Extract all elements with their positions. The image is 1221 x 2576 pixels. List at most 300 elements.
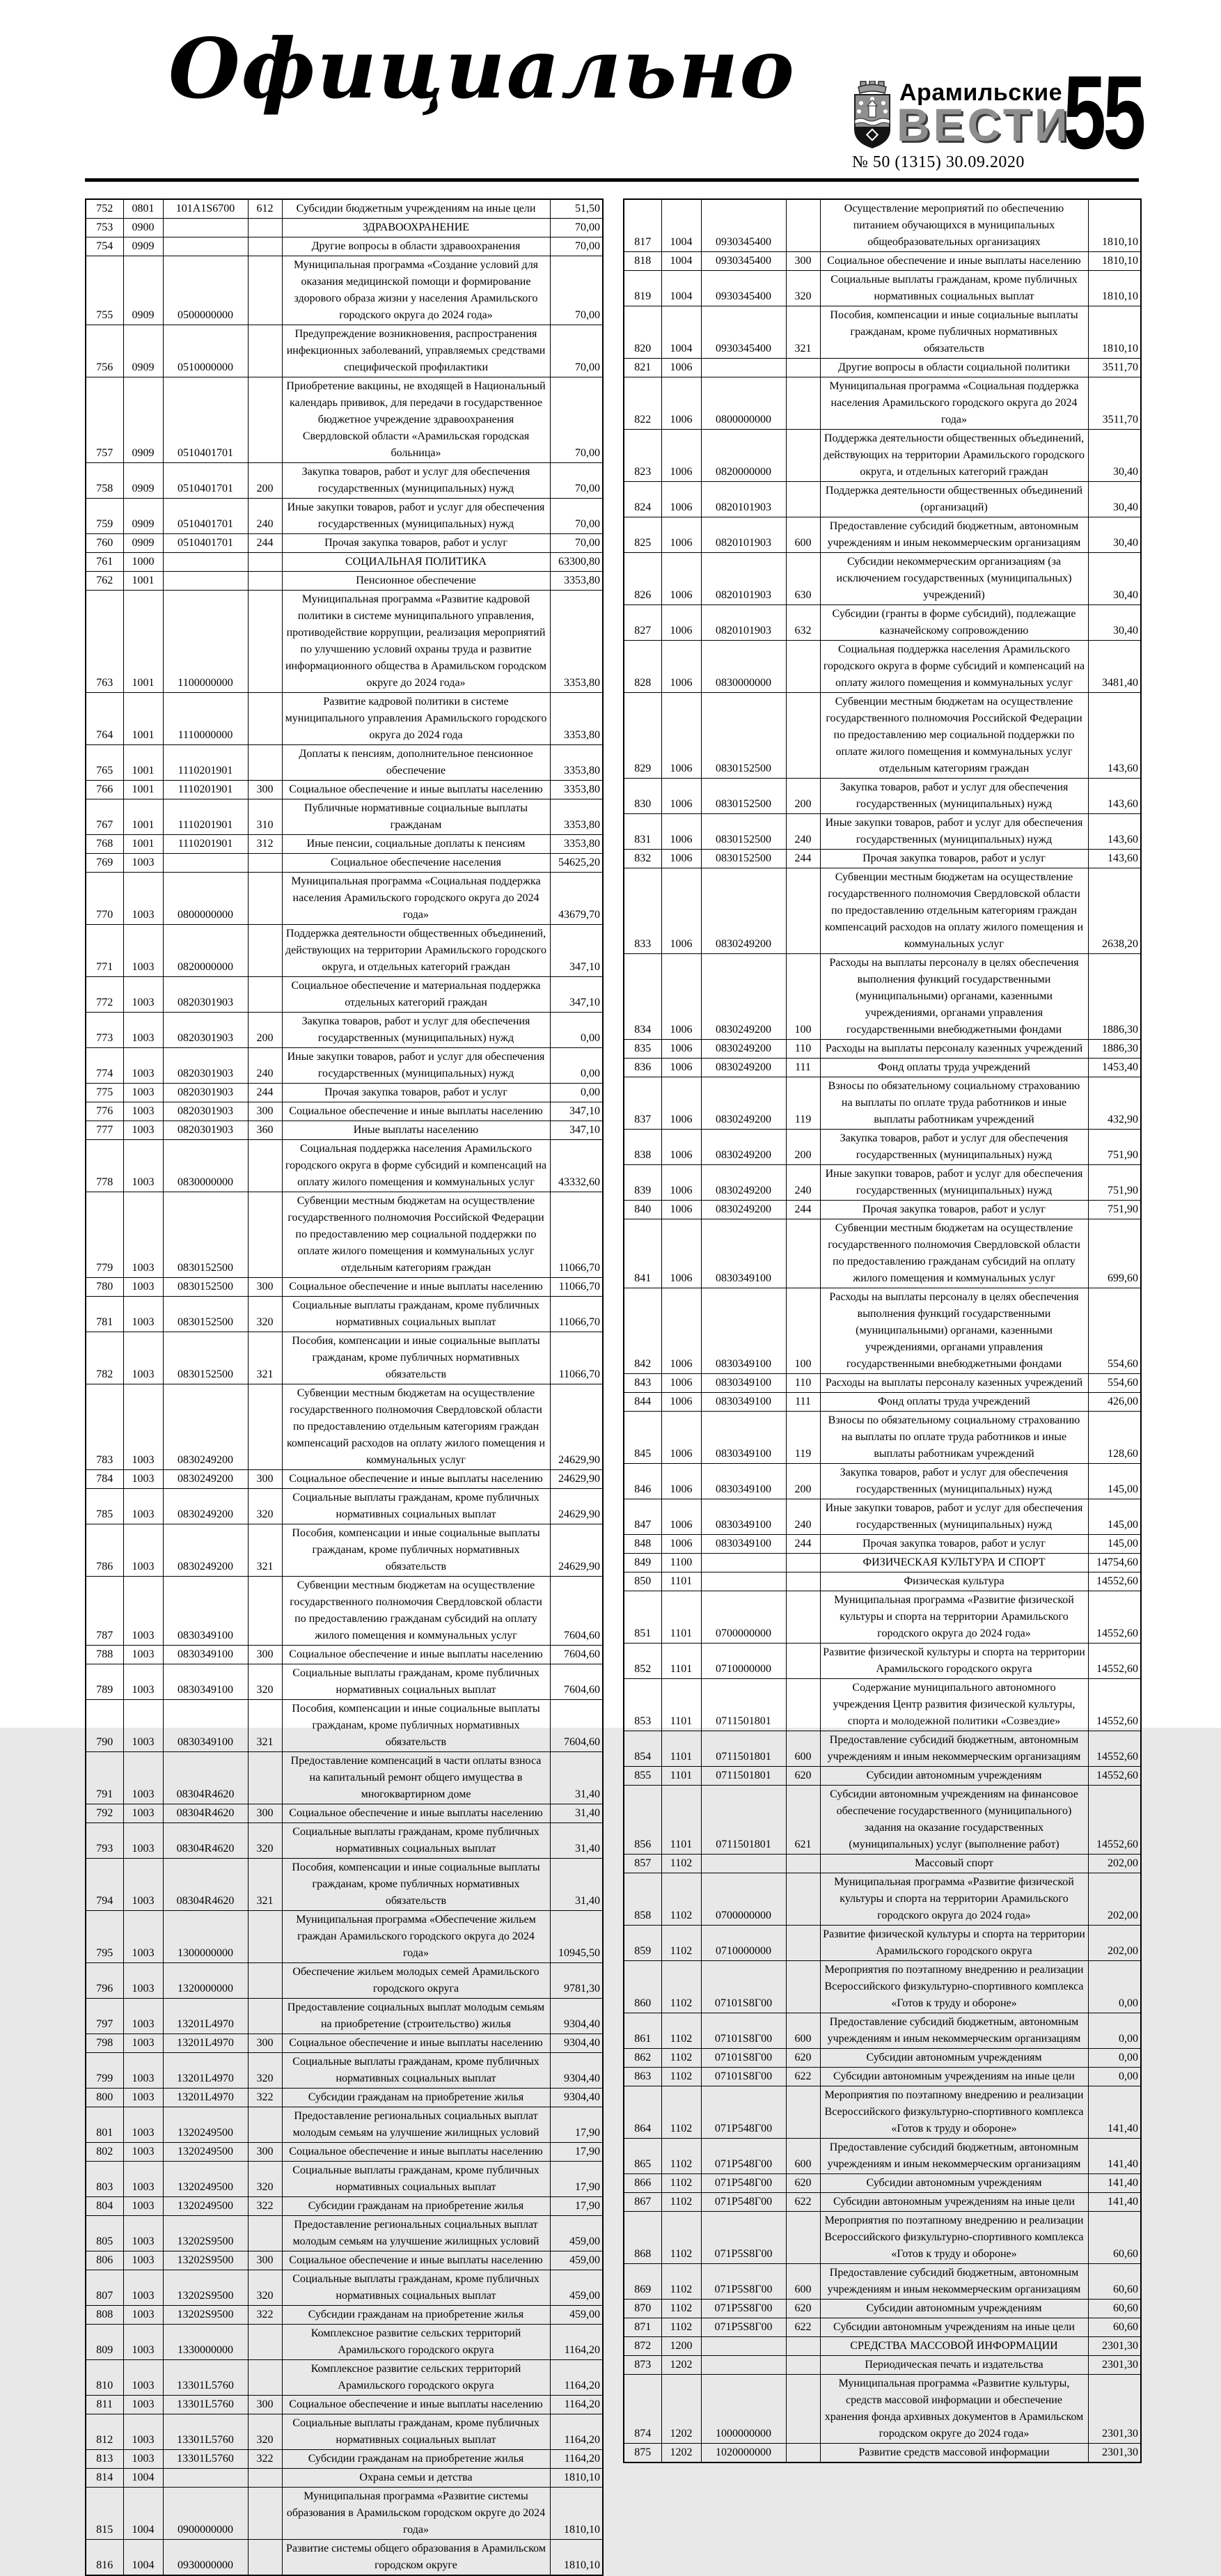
expense-type-cell	[248, 873, 282, 925]
description-cell: Субвенции местным бюджетам на осуществление государственного полномочия Свердловской области по предоставлению отдельным категориям граждан компенсаций расходов на оплату жилого помещения и коммунальных услуг	[820, 868, 1088, 954]
description-cell: СОЦИАЛЬНАЯ ПОЛИТИКА	[282, 553, 550, 572]
amount-cell: 3353,80	[550, 745, 603, 781]
section-code-cell: 1003	[123, 2053, 163, 2089]
description-cell: Развитие средств массовой информации	[820, 2444, 1088, 2463]
section-code-cell: 1003	[123, 2216, 163, 2251]
target-article-cell: 13202S9500	[163, 2270, 248, 2306]
budget-table-row	[86, 1102, 603, 1121]
amount-cell: 60,60	[1088, 2212, 1141, 2264]
budget-table-row	[624, 271, 1141, 306]
amount-cell: 141,40	[1088, 2174, 1141, 2193]
amount-cell: 7604,60	[550, 1646, 603, 1664]
expense-type-cell	[248, 2107, 282, 2143]
expense-type-cell: 360	[248, 1121, 282, 1140]
row-number-cell: 816	[86, 2540, 123, 2576]
expense-type-cell: 200	[786, 1464, 820, 1499]
expense-type-cell: 244	[786, 1201, 820, 1219]
expense-type-cell: 119	[786, 1412, 820, 1464]
amount-cell: 17,90	[550, 2162, 603, 2197]
target-article-cell: 0830349100	[163, 1646, 248, 1664]
row-number-cell: 779	[86, 1192, 123, 1278]
budget-table-row	[624, 2375, 1141, 2444]
target-article-cell: 13202S9500	[163, 2216, 248, 2251]
section-code-cell: 1003	[123, 2325, 163, 2360]
expense-type-cell: 300	[248, 2034, 282, 2053]
description-cell: Социальное обеспечение и иные выплаты населению	[282, 1804, 550, 1823]
expense-type-cell	[786, 1679, 820, 1731]
budget-table-row	[86, 463, 603, 499]
target-article-cell: 0510401701	[163, 463, 248, 499]
description-cell: Социальная поддержка населения Арамильского городского округа в форме субсидий и компенсаций на оплату жилого помещения и коммунальных услуг	[820, 641, 1088, 693]
expense-type-cell	[786, 2356, 820, 2375]
target-article-cell: 0510401701	[163, 534, 248, 553]
description-cell: Субсидии автономным учреждениям на иные цели	[820, 2068, 1088, 2086]
budget-table-row	[86, 499, 603, 534]
row-number-cell: 859	[624, 1926, 661, 1961]
row-number-cell: 863	[624, 2068, 661, 2086]
budget-table-row	[86, 873, 603, 925]
description-cell: Социальное обеспечение и иные выплаты населению	[282, 2034, 550, 2053]
expense-type-cell: 600	[786, 517, 820, 553]
description-cell: Субсидии автономным учреждениям	[820, 2174, 1088, 2193]
amount-cell: 70,00	[550, 534, 603, 553]
target-article-cell: 08304R4620	[163, 1859, 248, 1911]
expense-type-cell	[786, 693, 820, 779]
row-number-cell: 868	[624, 2212, 661, 2264]
section-title: Официально	[168, 20, 796, 117]
section-code-cell: 1003	[123, 2414, 163, 2450]
row-number-cell: 857	[624, 1855, 661, 1873]
budget-table-row	[624, 1464, 1141, 1499]
section-code-cell: 1003	[123, 1332, 163, 1384]
amount-cell: 1810,10	[550, 2469, 603, 2488]
amount-cell: 145,00	[1088, 1499, 1141, 1535]
section-code-cell: 1003	[123, 2270, 163, 2306]
row-number-cell: 809	[86, 2325, 123, 2360]
target-article-cell: 1320000000	[163, 1963, 248, 1999]
expense-type-cell: 600	[786, 2139, 820, 2174]
target-article-cell: 0711501801	[701, 1767, 786, 1786]
target-article-cell: 0830249200	[701, 954, 786, 1040]
budget-table-row	[86, 1524, 603, 1577]
expense-type-cell	[248, 1999, 282, 2034]
budget-table-row	[86, 1470, 603, 1489]
budget-table-row	[86, 2360, 603, 2396]
row-number-cell: 774	[86, 1048, 123, 1084]
expense-type-cell	[248, 591, 282, 693]
amount-cell: 2301,30	[1088, 2356, 1141, 2375]
description-cell: Фонд оплаты труда учреждений	[820, 1059, 1088, 1077]
target-article-cell: 0820000000	[701, 430, 786, 482]
description-cell: Пособия, компенсации и иные социальные выплаты гражданам, кроме публичных нормативных обязательств	[282, 1859, 550, 1911]
target-article-cell: 0820301903	[163, 977, 248, 1013]
expense-type-cell	[248, 2488, 282, 2540]
expense-type-cell: 119	[786, 1077, 820, 1130]
budget-table-row	[624, 1591, 1141, 1644]
amount-cell: 347,10	[550, 925, 603, 977]
budget-table-row	[624, 1374, 1141, 1393]
target-article-cell: 0711501801	[701, 1786, 786, 1855]
expense-type-cell	[248, 693, 282, 745]
target-article-cell: 1100000000	[163, 591, 248, 693]
expense-type-cell: 321	[248, 1859, 282, 1911]
budget-table-row	[624, 1554, 1141, 1572]
row-number-cell: 800	[86, 2089, 123, 2107]
target-article-cell: 0830152500	[701, 779, 786, 814]
row-number-cell: 821	[624, 359, 661, 377]
row-number-cell: 801	[86, 2107, 123, 2143]
target-article-cell: 1110201901	[163, 799, 248, 835]
amount-cell: 0,00	[1088, 2013, 1141, 2049]
amount-cell: 9304,40	[550, 2089, 603, 2107]
amount-cell: 11066,70	[550, 1297, 603, 1332]
row-number-cell: 811	[86, 2396, 123, 2414]
target-article-cell: 0830349100	[701, 1535, 786, 1554]
section-code-cell: 1006	[661, 850, 701, 868]
row-number-cell: 823	[624, 430, 661, 482]
budget-table-row	[86, 745, 603, 781]
description-cell: Субвенции местным бюджетам на осуществление государственного полномочия Свердловской области по предоставлению гражданам субсидий на оплату жилого помещения и коммунальных услуг	[820, 1219, 1088, 1288]
budget-table-row	[624, 252, 1141, 271]
description-cell: ЗДРАВООХРАНЕНИЕ	[282, 219, 550, 237]
description-cell: Другие вопросы в области социальной политики	[820, 359, 1088, 377]
section-code-cell: 1101	[661, 1679, 701, 1731]
description-cell: Мероприятия по поэтапному внедрению и реализации Всероссийского физкультурно-спортивного комплекса «Готов к труду и обороне»	[820, 2212, 1088, 2264]
budget-table-row	[86, 2162, 603, 2197]
target-article-cell: 0820000000	[163, 925, 248, 977]
description-cell: Социальное обеспечение и иные выплаты населению	[282, 1646, 550, 1664]
budget-table-row	[86, 1804, 603, 1823]
row-number-cell: 761	[86, 553, 123, 572]
amount-cell: 3481,40	[1088, 641, 1141, 693]
description-cell: Прочая закупка товаров, работ и услуг	[820, 850, 1088, 868]
amount-cell: 1453,40	[1088, 1059, 1141, 1077]
description-cell: Развитие системы общего образования в Арамильском городском округе	[282, 2540, 550, 2576]
expense-type-cell	[786, 1572, 820, 1591]
section-code-cell: 1102	[661, 2212, 701, 2264]
row-number-cell: 849	[624, 1554, 661, 1572]
target-article-cell: 0820101903	[701, 605, 786, 641]
budget-table-row	[624, 1499, 1141, 1535]
row-number-cell: 824	[624, 482, 661, 517]
section-code-cell: 1003	[123, 1278, 163, 1297]
expense-type-cell: 240	[786, 1499, 820, 1535]
expense-type-cell: 320	[248, 1664, 282, 1700]
expense-type-cell: 240	[786, 814, 820, 850]
target-article-cell: 07101S8Г00	[701, 2049, 786, 2068]
target-article-cell: 0820301903	[163, 1084, 248, 1102]
target-article-cell: 0830249200	[163, 1384, 248, 1470]
target-article-cell: 0830152500	[701, 850, 786, 868]
amount-cell: 459,00	[550, 2270, 603, 2306]
budget-table-row	[86, 591, 603, 693]
amount-cell: 0,00	[1088, 2068, 1141, 2086]
section-code-cell: 1006	[661, 1130, 701, 1165]
description-cell: Социальные выплаты гражданам, кроме публичных нормативных социальных выплат	[820, 271, 1088, 306]
budget-table-row	[624, 2013, 1141, 2049]
row-number-cell: 825	[624, 517, 661, 553]
amount-cell: 30,40	[1088, 482, 1141, 517]
target-article-cell: 0820301903	[163, 1013, 248, 1048]
section-code-cell: 1003	[123, 1121, 163, 1140]
row-number-cell: 803	[86, 2162, 123, 2197]
section-code-cell: 1003	[123, 2306, 163, 2325]
amount-cell: 31,40	[550, 1804, 603, 1823]
description-cell: Социальное обеспечение и иные выплаты населению	[282, 1278, 550, 1297]
budget-table-row	[624, 1926, 1141, 1961]
budget-table-row	[86, 799, 603, 835]
budget-table-row	[624, 2444, 1141, 2463]
target-article-cell: 1320249500	[163, 2107, 248, 2143]
budget-tables-container	[85, 198, 1139, 2576]
expense-type-cell: 300	[786, 252, 820, 271]
target-article-cell: 1330000000	[163, 2325, 248, 2360]
target-article-cell: 0830152500	[163, 1278, 248, 1297]
amount-cell: 459,00	[550, 2306, 603, 2325]
section-code-cell: 1006	[661, 1288, 701, 1374]
amount-cell: 3353,80	[550, 835, 603, 854]
section-code-cell: 1006	[661, 1201, 701, 1219]
target-article-cell: 0830249200	[163, 1470, 248, 1489]
section-code-cell: 1102	[661, 2049, 701, 2068]
target-article-cell: 0830249200	[163, 1524, 248, 1577]
description-cell: Социальное обеспечение и иные выплаты населению	[820, 252, 1088, 271]
section-code-cell: 1003	[123, 2089, 163, 2107]
section-code-cell: 0909	[123, 499, 163, 534]
expense-type-cell: 244	[248, 1084, 282, 1102]
budget-table-row	[86, 1911, 603, 1963]
target-article-cell: 1110201901	[163, 835, 248, 854]
expense-type-cell: 321	[786, 306, 820, 359]
description-cell: Предоставление субсидий бюджетным, автономным учреждениям и иным некоммерческим организациям	[820, 517, 1088, 553]
description-cell: Социальное обеспечение и материальная поддержка отдельных категорий граждан	[282, 977, 550, 1013]
description-cell: Субсидии автономным учреждениям	[820, 1767, 1088, 1786]
section-code-cell: 1006	[661, 553, 701, 605]
amount-cell: 30,40	[1088, 553, 1141, 605]
amount-cell: 51,50	[550, 199, 603, 219]
row-number-cell: 814	[86, 2469, 123, 2488]
amount-cell: 751,90	[1088, 1130, 1141, 1165]
expense-type-cell: 312	[248, 835, 282, 854]
budget-table-row	[86, 1384, 603, 1470]
description-cell: Фонд оплаты труда учреждений	[820, 1393, 1088, 1412]
amount-cell: 2301,30	[1088, 2337, 1141, 2356]
description-cell: Предупреждение возникновения, распространения инфекционных заболеваний, управляемых средствами специфической профилактики	[282, 325, 550, 377]
expense-type-cell	[786, 2375, 820, 2444]
budget-table-row	[86, 1700, 603, 1752]
section-code-cell: 1004	[661, 306, 701, 359]
amount-cell: 3511,70	[1088, 359, 1141, 377]
description-cell: Иные закупки товаров, работ и услуг для обеспечения государственных (муниципальных) нужд	[282, 1048, 550, 1084]
description-cell: Субсидии (гранты в форме субсидий), подлежащие казначейскому сопровождению	[820, 605, 1088, 641]
target-article-cell: 0900000000	[163, 2488, 248, 2540]
expense-type-cell: 100	[786, 1288, 820, 1374]
description-cell: СРЕДСТВА МАССОВОЙ ИНФОРМАЦИИ	[820, 2337, 1088, 2356]
section-code-cell: 1003	[123, 2162, 163, 2197]
budget-table-row	[86, 2143, 603, 2162]
budget-table-row	[624, 1165, 1141, 1201]
masthead	[85, 0, 1143, 182]
description-cell: Муниципальная программа «Развитие физической культуры и спорта на территории Арамильского городского округа до 2024 года»	[820, 1591, 1088, 1644]
expense-type-cell: 620	[786, 2300, 820, 2318]
budget-table-row	[86, 2540, 603, 2576]
amount-cell: 43332,60	[550, 1140, 603, 1192]
row-number-cell: 766	[86, 781, 123, 799]
target-article-cell: 13202S9500	[163, 2306, 248, 2325]
section-code-cell: 1102	[661, 2264, 701, 2300]
row-number-cell: 853	[624, 1679, 661, 1731]
row-number-cell: 829	[624, 693, 661, 779]
budget-table-row	[86, 2325, 603, 2360]
description-cell: ФИЗИЧЕСКАЯ КУЛЬТУРА И СПОРТ	[820, 1554, 1088, 1572]
section-code-cell: 1102	[661, 2193, 701, 2212]
row-number-cell: 808	[86, 2306, 123, 2325]
description-cell: Субсидии гражданам на приобретение жилья	[282, 2089, 550, 2107]
amount-cell: 1810,10	[1088, 306, 1141, 359]
expense-type-cell: 622	[786, 2318, 820, 2337]
description-cell: Субсидии автономным учреждениям на иные цели	[820, 2193, 1088, 2212]
section-code-cell: 1003	[123, 1804, 163, 1823]
expense-type-cell	[248, 2360, 282, 2396]
description-cell: Пособия, компенсации и иные социальные выплаты гражданам, кроме публичных нормативных обязательств	[282, 1700, 550, 1752]
budget-table-row	[86, 1489, 603, 1524]
description-cell: Социальные выплаты гражданам, кроме публичных нормативных социальных выплат	[282, 1297, 550, 1332]
budget-table-row	[624, 1077, 1141, 1130]
section-code-cell: 1100	[661, 1554, 701, 1572]
row-number-cell: 844	[624, 1393, 661, 1412]
target-article-cell: 0830249200	[163, 1489, 248, 1524]
description-cell: Субсидии гражданам на приобретение жилья	[282, 2306, 550, 2325]
row-number-cell: 845	[624, 1412, 661, 1464]
amount-cell: 1810,10	[550, 2488, 603, 2540]
expense-type-cell: 621	[786, 1786, 820, 1855]
expense-type-cell: 321	[248, 1332, 282, 1384]
section-code-cell: 1006	[661, 1412, 701, 1464]
budget-table-row	[624, 868, 1141, 954]
target-article-cell: 0830249200	[701, 1040, 786, 1059]
section-code-cell: 1003	[123, 925, 163, 977]
budget-table-row	[86, 2197, 603, 2216]
section-code-cell: 1003	[123, 1013, 163, 1048]
target-article-cell: 071P548Г00	[701, 2193, 786, 2212]
description-cell: Расходы на выплаты персоналу казенных учреждений	[820, 1374, 1088, 1393]
section-code-cell: 1102	[661, 1926, 701, 1961]
expense-type-cell: 320	[248, 1823, 282, 1859]
description-cell: Иные закупки товаров, работ и услуг для обеспечения государственных (муниципальных) нужд	[820, 1165, 1088, 1201]
amount-cell: 1810,10	[1088, 199, 1141, 252]
budget-table-left	[85, 198, 604, 2576]
budget-table-row	[624, 2049, 1141, 2068]
section-code-cell: 1006	[661, 868, 701, 954]
description-cell: Субвенции местным бюджетам на осуществление государственного полномочия Свердловской области по предоставлению отдельным категориям граждан компенсаций расходов на оплату жилого помещения и коммунальных услуг	[282, 1384, 550, 1470]
target-article-cell: 0711501801	[701, 1731, 786, 1767]
budget-table-row	[86, 377, 603, 463]
budget-table-row	[86, 256, 603, 325]
amount-cell: 31,40	[550, 1752, 603, 1804]
row-number-cell: 856	[624, 1786, 661, 1855]
section-code-cell: 1202	[661, 2444, 701, 2463]
budget-table-row	[86, 1332, 603, 1384]
amount-cell: 3511,70	[1088, 377, 1141, 430]
description-cell: Мероприятия по поэтапному внедрению и реализации Всероссийского физкультурно-спортивного комплекса «Готов к труду и обороне»	[820, 1961, 1088, 2013]
row-number-cell: 804	[86, 2197, 123, 2216]
description-cell: Муниципальная программа «Развитие культуры, средств массовой информации и обеспечение хранения фонда архивных документов в Арамильском городском округе до 2024 года»	[820, 2375, 1088, 2444]
section-code-cell: 1006	[661, 1393, 701, 1412]
description-cell: Социальная поддержка населения Арамильского городского округа в форме субсидий и компенсаций на оплату жилого помещения и коммунальных услуг	[282, 1140, 550, 1192]
target-article-cell: 0830349100	[701, 1412, 786, 1464]
row-number-cell: 756	[86, 325, 123, 377]
expense-type-cell: 200	[786, 1130, 820, 1165]
budget-table-row	[86, 1664, 603, 1700]
budget-table-row	[86, 1013, 603, 1048]
budget-table-row	[624, 2139, 1141, 2174]
description-cell: Субвенции местным бюджетам на осуществление государственного полномочия Российской Федерации по предоставлению мер социальной поддержки по оплате жилого помещения и коммунальных услуг отдельным категориям граждан	[820, 693, 1088, 779]
target-article-cell: 071P5S8Г00	[701, 2212, 786, 2264]
budget-table-row	[86, 925, 603, 977]
target-article-cell: 0830249200	[701, 1059, 786, 1077]
description-cell: Муниципальная программа «Социальная поддержка населения Арамильского городского округа до 2024 года»	[820, 377, 1088, 430]
row-number-cell: 758	[86, 463, 123, 499]
amount-cell: 3353,80	[550, 693, 603, 745]
description-cell: Субсидии автономным учреждениям на финансовое обеспечение государственного (муниципального) задания на оказание государственных (муниципальных) услуг (выполнение работ)	[820, 1786, 1088, 1855]
amount-cell: 31,40	[550, 1859, 603, 1911]
section-code-cell: 1003	[123, 2143, 163, 2162]
target-article-cell: 071P5S8Г00	[701, 2300, 786, 2318]
amount-cell: 54625,20	[550, 854, 603, 873]
amount-cell: 30,40	[1088, 605, 1141, 641]
expense-type-cell	[248, 1911, 282, 1963]
budget-table-row	[624, 1767, 1141, 1786]
row-number-cell: 841	[624, 1219, 661, 1288]
section-code-cell: 1003	[123, 1752, 163, 1804]
description-cell: Социальное обеспечение и иные выплаты населению	[282, 2396, 550, 2414]
target-article-cell	[701, 1855, 786, 1873]
row-number-cell: 874	[624, 2375, 661, 2444]
amount-cell: 3353,80	[550, 799, 603, 835]
row-number-cell: 858	[624, 1873, 661, 1926]
description-cell: Развитие физической культуры и спорта на территории Арамильского городского округа	[820, 1926, 1088, 1961]
expense-type-cell: 240	[248, 1048, 282, 1084]
target-article-cell: 08304R4620	[163, 1804, 248, 1823]
description-cell: Прочая закупка товаров, работ и услуг	[820, 1535, 1088, 1554]
section-code-cell: 1003	[123, 873, 163, 925]
section-code-cell: 1001	[123, 591, 163, 693]
row-number-cell: 790	[86, 1700, 123, 1752]
amount-cell: 9304,40	[550, 2034, 603, 2053]
section-code-cell: 1003	[123, 1999, 163, 2034]
section-code-cell: 1102	[661, 2139, 701, 2174]
description-cell: Публичные нормативные социальные выплаты гражданам	[282, 799, 550, 835]
target-article-cell: 0830349100	[701, 1288, 786, 1374]
row-number-cell: 776	[86, 1102, 123, 1121]
amount-cell: 70,00	[550, 256, 603, 325]
row-number-cell: 768	[86, 835, 123, 854]
amount-cell: 24629,90	[550, 1489, 603, 1524]
target-article-cell: 0800000000	[701, 377, 786, 430]
budget-table-row	[86, 781, 603, 799]
amount-cell: 9304,40	[550, 2053, 603, 2089]
description-cell: Поддержка деятельности общественных объединений, действующих на территории Арамильского городского округа, и отдельных категорий граждан	[820, 430, 1088, 482]
amount-cell: 7604,60	[550, 1577, 603, 1646]
description-cell: Социальные выплаты гражданам, кроме публичных нормативных социальных выплат	[282, 1823, 550, 1859]
row-number-cell: 861	[624, 2013, 661, 2049]
budget-table-row	[86, 1752, 603, 1804]
amount-cell: 70,00	[550, 325, 603, 377]
amount-cell: 9781,30	[550, 1963, 603, 1999]
expense-type-cell: 244	[248, 534, 282, 553]
target-article-cell: 13301L5760	[163, 2450, 248, 2469]
target-article-cell: 07101S8Г00	[701, 2013, 786, 2049]
